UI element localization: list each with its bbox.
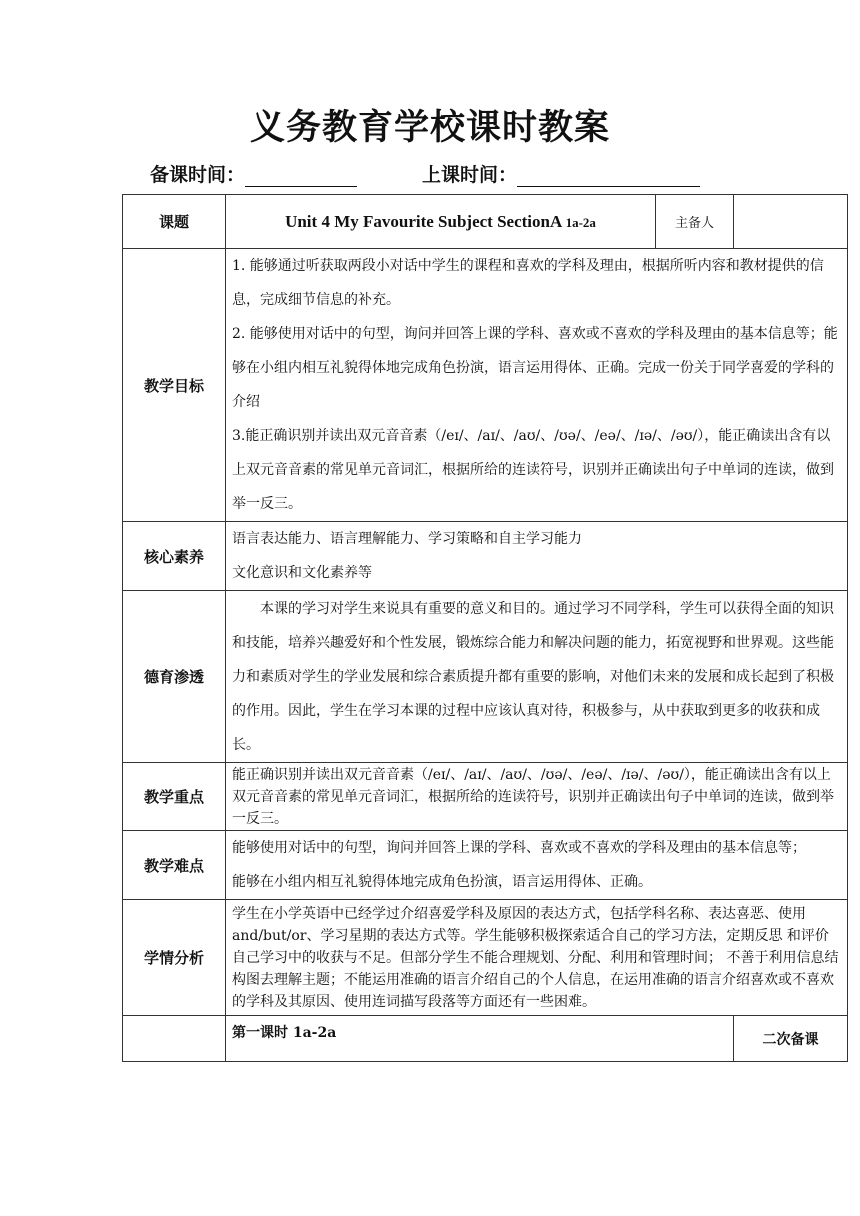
goal-item: 3.能正确识别并读出双元音音素（/eɪ/、/aɪ/、/aʊ/、/ʊə/、/eə/、/ɪə/、/əʊ/），能正确读出含有以上双元音音素的常见单元音词汇，根据所给的连读符号，识别并正确读出句子中单词的连读，做到举一反三。 <box>232 428 834 512</box>
preparer-label: 主备人 <box>656 195 734 249</box>
second-prep-label: 二次备课 <box>734 1016 848 1062</box>
goal-item: 2. 能够使用对话中的句型，询问并回答上课的学科、喜欢或不喜欢的学科及理由的基本信息等；能够在小组内相互礼貌得体地完成角色扮演，语言运用得体、正确。完成一份关于同学喜爱的学科的介绍 <box>232 326 838 410</box>
key-label: 教学重点 <box>123 763 226 831</box>
key-row <box>123 763 848 831</box>
goals-content <box>226 249 848 522</box>
lesson-label-cell <box>226 1016 734 1062</box>
preparer-value[interactable] <box>734 195 848 249</box>
prep-time-field[interactable] <box>245 167 357 187</box>
core-row <box>123 522 848 591</box>
difficult-label: 教学难点 <box>123 831 226 900</box>
moral-row <box>123 591 848 763</box>
analysis-text: 学生在小学英语中已经学过介绍喜爱学科及原因的表达方式，包括学科名称、表达喜恶、使用 and/but/or、学习星期的表达方式等。学生能够积极探索适合自己的学习方法，定期反思 和评价自己学习中的收获与不足。但部分学生不能合理规划、分配、利用和管理时间； 不善于利用信息结构图去理解主题；不能运用准确的语言介绍自己的个人信息，在运用准确的语言介绍喜欢或不喜欢的学科及其原因、使用连词描写段落等方面还有一些困难。 <box>232 905 839 1010</box>
topic-value: Unit 4 My Favourite Subject SectionA 1a-2a <box>226 195 656 249</box>
key-content <box>226 763 848 831</box>
difficult-item: 能够在小组内相互礼貌得体地完成角色扮演，语言运用得体、正确。 <box>232 874 652 890</box>
topic-label: 课题 <box>123 195 226 249</box>
core-item: 语言表达能力、语言理解能力、学习策略和自主学习能力 <box>232 531 582 547</box>
class-time-field[interactable] <box>517 167 700 187</box>
difficult-row <box>123 831 848 900</box>
moral-label: 德育渗透 <box>123 591 226 763</box>
lesson-label: 第一课时 1a-2a <box>232 1025 337 1041</box>
core-item: 文化意识和文化素养等 <box>232 565 372 581</box>
goals-row <box>123 249 848 522</box>
moral-content <box>226 591 848 763</box>
analysis-row <box>123 900 848 1016</box>
class-time-label: 上课时间： <box>422 164 518 186</box>
moral-text: 本课的学习对学生来说具有重要的意义和目的。通过学习不同学科，学生可以获得全面的知识和技能，培养兴趣爱好和个性发展，锻炼综合能力和解决问题的能力，拓宽视野和世界观。这些能力和素质对学生的学业发展和综合素质提升都有重要的影响，对他们未来的发展和成长起到了积极的作用。因此，学生在学习本课的过程中应该认真对待，积极参与，从中获取到更多的收获和成长。 <box>232 600 834 753</box>
goals-label: 教学目标 <box>123 249 226 522</box>
page-title: 义务教育学校课时教案 <box>249 108 610 148</box>
lesson-plan-table <box>122 194 848 1062</box>
core-content <box>226 522 848 591</box>
difficult-content <box>226 831 848 900</box>
topic-row <box>123 195 848 249</box>
prep-time-label: 备课时间： <box>150 164 246 186</box>
analysis-label: 学情分析 <box>123 900 226 1016</box>
lesson-row <box>123 1016 848 1062</box>
difficult-item: 能够使用对话中的句型，询问并回答上课的学科、喜欢或不喜欢的学科及理由的基本信息等； <box>232 840 806 856</box>
goal-item: 1. 能够通过听获取两段小对话中学生的课程和喜欢的学科及理由，根据所听内容和教材提供的信息，完成细节信息的补充。 <box>232 258 824 308</box>
key-text: 能正确识别并读出双元音音素（/eɪ/、/aɪ/、/aʊ/、/ʊə/、/eə/、/ɪə/、/əʊ/），能正确读出含有以上双元音音素的常见单元音词汇，根据所给的连读符号，识别并正确读出句子中单词的连读，做到举一反三。 <box>232 766 834 827</box>
lesson-empty-cell <box>123 1016 226 1062</box>
analysis-content <box>226 900 848 1016</box>
core-label: 核心素养 <box>123 522 226 591</box>
